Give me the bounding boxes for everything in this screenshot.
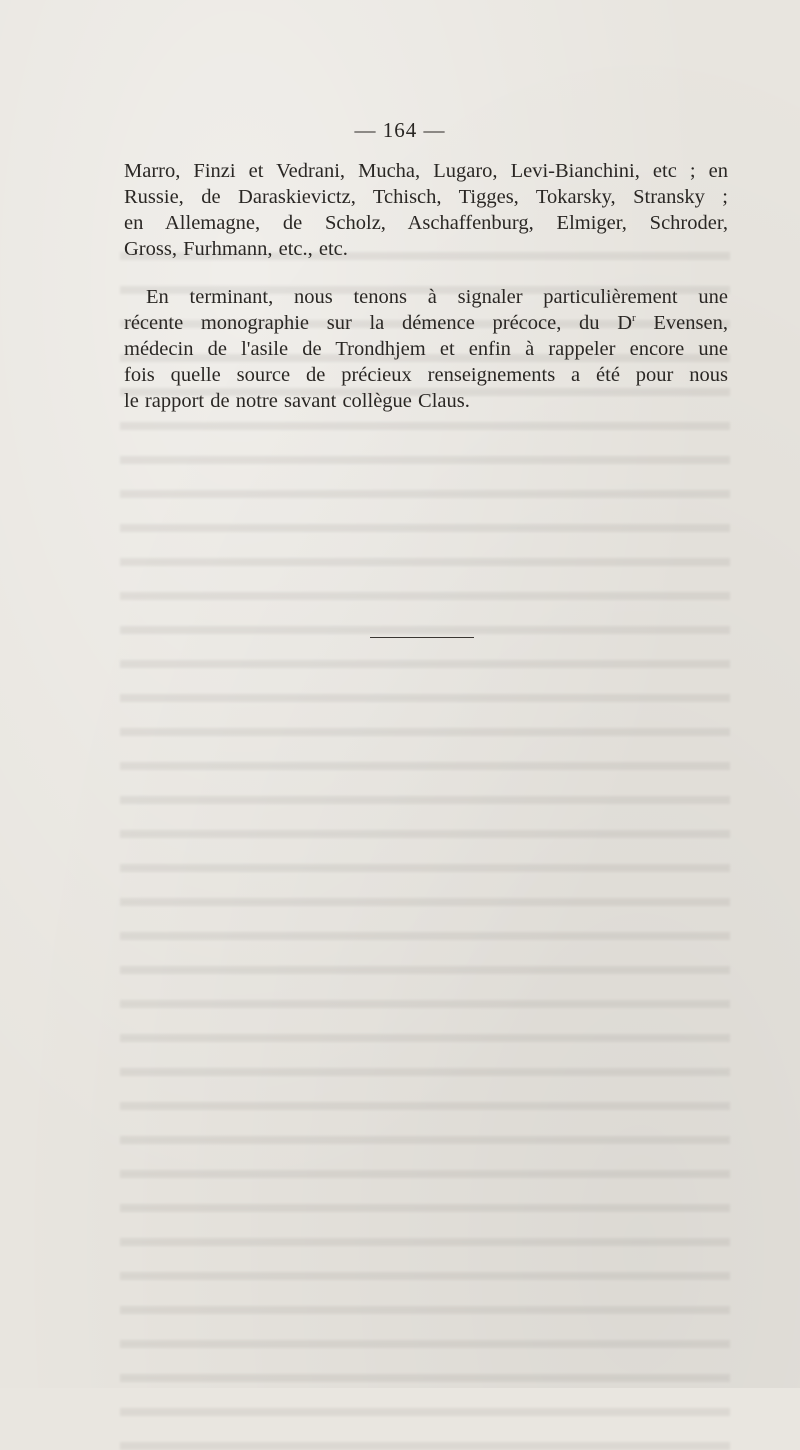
text-fragment: récente monographie sur la démence précoce, du D [124, 312, 633, 334]
text-line: en Allemagne, de Scholz, Aschaffenburg, Elmiger, Schroder, [124, 212, 728, 234]
text-line: fois quelle source de précieux renseignements a été pour nous [124, 364, 728, 386]
text-line [124, 310, 728, 336]
text-line: En terminant, nous tenons à signaler particulièrement une [146, 286, 728, 308]
text-line: Russie, de Daraskievictz, Tchisch, Tigges, Tokarsky, Stransky ; [124, 186, 728, 208]
paragraph-conclusion [124, 284, 728, 414]
text-line: Gross, Furhmann, etc., etc. [124, 238, 348, 260]
page-number: — 164 — [354, 118, 446, 142]
section-divider [370, 637, 474, 638]
superscript: r [632, 312, 636, 324]
text-line: Marro, Finzi et Vedrani, Mucha, Lugaro, Levi-Bianchini, etc ; en [124, 160, 728, 182]
text-line: médecin de l'asile de Trondhjem et enfin à rappeler encore une [124, 338, 728, 360]
text-fragment: Evensen, [635, 312, 728, 334]
text-line: le rapport de notre savant collègue Claus. [124, 390, 470, 412]
paragraph-continuation [124, 158, 728, 262]
